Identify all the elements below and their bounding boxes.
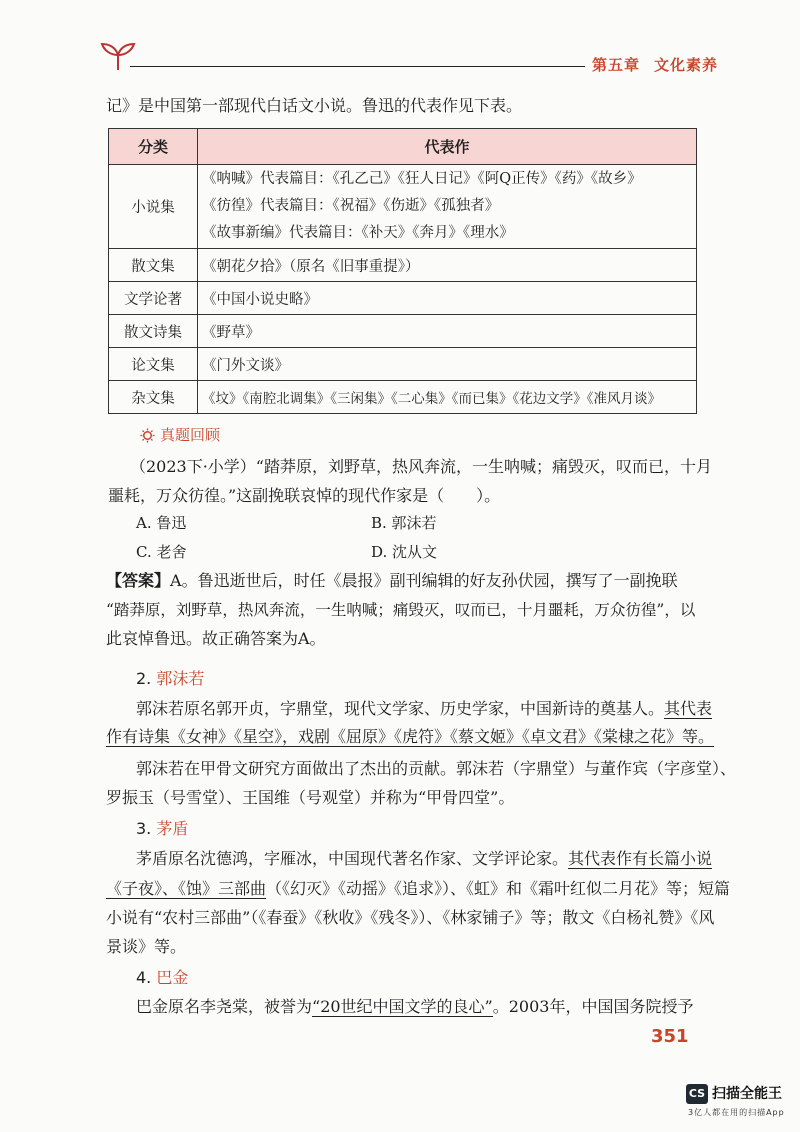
row-category: 小说集 — [109, 165, 198, 249]
option-d: D. 沈从文 — [371, 543, 438, 561]
ba-paragraph-line — [136, 993, 693, 1021]
row-category: 论文集 — [109, 348, 198, 381]
table-header-works: 代表作 — [198, 129, 697, 165]
section-heading-guo — [136, 666, 204, 689]
mao-paragraph-line: 景谈》等。 — [106, 937, 187, 956]
section-heading-ba — [136, 965, 188, 988]
section-heading-mao — [136, 816, 188, 839]
table-header-category: 分类 — [109, 129, 198, 165]
answer-text: A。鲁迅逝世后，时任《晨报》副刊编辑的好友孙伏园，撰写了一副挽联 — [170, 571, 678, 590]
question-stem-line: 噩耗，万众彷徨。”这副挽联哀悼的现代作家是（ ）。 — [108, 486, 501, 505]
mao-text-underlined: 《子夜》、《蚀》三部曲 — [106, 879, 267, 898]
section-number: 2. — [136, 669, 152, 688]
header-rule — [130, 66, 585, 67]
row-category: 散文集 — [109, 249, 198, 282]
mao-text: 茅盾原名沈德鸿，字雁冰，中国现代著名作家、文学评论家。 — [136, 849, 569, 868]
ba-text: 。2003年，中国国务院授予 — [492, 997, 694, 1016]
table-row — [109, 282, 697, 315]
option-b: B. 郭沫若 — [371, 514, 437, 532]
intro-text: 记》是中国第一部现代白话文小说。鲁迅的代表作见下表。 — [106, 96, 523, 115]
mao-paragraph-line — [106, 875, 730, 903]
mao-text-underlined: 其代表作有长篇小说 — [568, 849, 713, 868]
row-works: 《中国小说史略》 — [198, 282, 697, 315]
sprout-icon — [98, 40, 138, 72]
guo-text-underlined: 作有诗集《女神》《星空》，戏剧《屈原》《虎符》《蔡文姬》《卓文君》《棠棣之花》等。 — [106, 727, 715, 746]
ba-text: 巴金原名李尧棠，被誉为 — [136, 997, 313, 1016]
chapter-header — [592, 54, 718, 75]
table-row — [109, 348, 697, 381]
option-c: C. 老舍 — [136, 543, 187, 561]
row-category: 散文诗集 — [109, 315, 198, 348]
mao-text: （《幻灭》《动摇》《追求》）、《虹》和《霜叶红似二月花》等；短篇 — [266, 879, 731, 898]
work-item: 《彷徨》代表篇目：《祝福》《伤逝》《孤独者》 — [202, 198, 500, 214]
work-item: 《呐喊》代表篇目：《孔乙己》《狂人日记》《阿Q正传》《药》《故乡》 — [202, 171, 642, 187]
guo-paragraph-line: 罗振玉（号雪堂）、王国维（号观堂）并称为“甲骨四堂”。 — [106, 788, 515, 807]
question-stem-line: （2023下·小学）“踏莽原，刘野草，热风奔流，一生呐喊；痛毁灭，叹而已，十月 — [130, 457, 712, 476]
row-works — [198, 165, 697, 249]
guo-paragraph-line — [106, 723, 714, 751]
table-header-row — [109, 129, 697, 165]
camscanner-slogan: 3亿人都在用的扫描App — [688, 1108, 785, 1117]
row-category: 杂文集 — [109, 381, 198, 414]
section-name: 郭沫若 — [156, 669, 205, 688]
camscanner-name: 扫描全能王 — [712, 1086, 782, 1102]
guo-text: 郭沫若原名郭开贞，字鼎堂，现代文学家、历史学家，中国新诗的奠基人。 — [136, 699, 665, 718]
row-category: 文学论著 — [109, 282, 198, 315]
row-works: 《野草》 — [198, 315, 697, 348]
table-row — [109, 165, 697, 249]
answer-line: 此哀悼鲁迅。故正确答案为A。 — [106, 629, 326, 648]
table-row — [109, 315, 697, 348]
page-number: 351 — [651, 1026, 689, 1047]
work-item: 《故事新编》代表篇目：《补天》《奔月》《理水》 — [202, 225, 514, 241]
section-name: 茅盾 — [156, 819, 189, 838]
option-a: A. 鲁迅 — [136, 514, 187, 532]
table-row — [109, 249, 697, 282]
sun-icon — [140, 428, 155, 443]
chapter-section: 文化素养 — [654, 56, 719, 74]
camscanner-logo: CS — [686, 1084, 708, 1104]
chapter-number: 第五章 — [592, 56, 641, 74]
answer-line — [106, 567, 678, 595]
guo-paragraph-line: 郭沫若在甲骨文研究方面做出了杰出的贡献。郭沫若（字鼎堂）与董作宾（字彦堂）、 — [136, 759, 737, 778]
section-name: 巴金 — [156, 968, 189, 987]
section-number: 3. — [136, 819, 152, 838]
answer-label: 【答案】 — [106, 571, 171, 590]
guo-text-underlined: 其代表 — [664, 699, 713, 718]
answer-line: “踏莽原，刘野草，热风奔流，一生呐喊；痛毁灭，叹而已，十月噩耗，万众彷徨”，以 — [106, 601, 696, 619]
table-row — [109, 381, 697, 414]
guo-paragraph-line — [136, 695, 712, 723]
row-works: 《朝花夕拾》（原名《旧事重提》） — [198, 249, 697, 282]
mao-paragraph-line: 小说有“农村三部曲”（《春蚕》《秋收》《残冬》）、《林家铺子》等；散文《白杨礼赞》《风 — [106, 908, 715, 927]
row-works: 《门外文谈》 — [198, 348, 697, 381]
section-number: 4. — [136, 968, 152, 987]
row-works: 《坟》《南腔北调集》《三闲集》《二心集》《而已集》《花边文学》《准风月谈》 — [198, 381, 697, 414]
ba-text-underlined: “20世纪中国文学的良心” — [312, 997, 493, 1016]
mao-paragraph-line — [136, 845, 712, 873]
question-heading: 真题回顾 — [160, 426, 221, 444]
works-table — [108, 128, 697, 414]
